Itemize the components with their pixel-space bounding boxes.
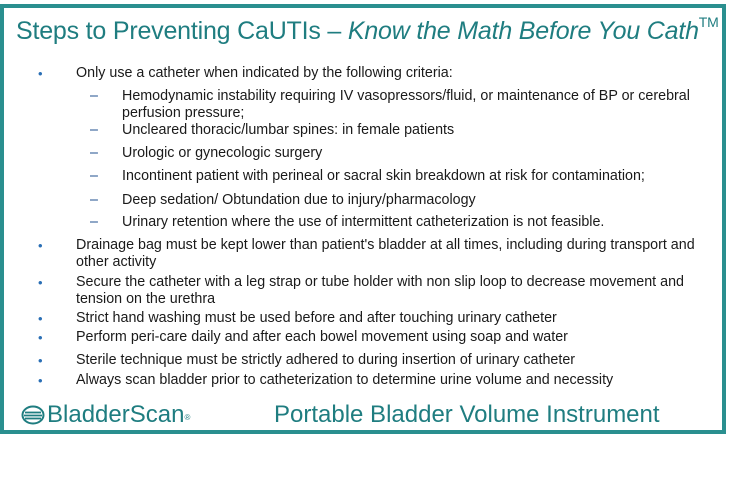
list-item — [34, 274, 714, 308]
bullet-marker: • — [38, 353, 43, 368]
item-text: Urinary retention where the use of intermittent catheterization is not feasible. — [122, 214, 605, 230]
item-text: Deep sedation/ Obtundation due to injury/pharmacology — [122, 192, 476, 208]
list-item — [34, 352, 714, 369]
dash-marker: – — [90, 214, 98, 230]
title-main: Steps to Preventing CaUTIs – — [16, 17, 348, 45]
brand-logo — [21, 401, 190, 429]
sub-list-item — [34, 88, 714, 122]
list-item — [34, 237, 714, 271]
product-tagline: Portable Bladder Volume Instrument — [274, 401, 660, 428]
bladderscan-logo-icon — [21, 405, 45, 425]
item-text: Always scan bladder prior to catheterization to determine urine volume and necessity — [76, 372, 614, 388]
item-text: Secure the catheter with a leg strap or tube holder with non slip loop to decrease movement and tension on the urethra — [76, 274, 684, 307]
list-item — [34, 329, 714, 346]
item-text: Strict hand washing must be used before and after touching urinary catheter — [76, 310, 557, 326]
logo-text: BladderScan — [47, 401, 185, 428]
sub-list-item — [34, 192, 714, 209]
item-text: Hemodynamic instability requiring IV vasopressors/fluid, or maintenance of BP or cerebral perfusion pressure; — [122, 88, 690, 121]
dash-marker: – — [90, 168, 98, 184]
dash-marker: – — [90, 145, 98, 161]
title-italic: Know the Math Before You Cath — [347, 17, 699, 45]
list-item — [34, 310, 714, 327]
item-text: Incontinent patient with perineal or sacral skin breakdown at risk for contamination; — [122, 168, 645, 184]
page-title — [16, 14, 719, 46]
dash-marker: – — [90, 88, 98, 104]
bullet-marker: • — [38, 311, 43, 326]
item-text: Sterile technique must be strictly adhered to during insertion of urinary catheter — [76, 352, 576, 368]
sub-list-item — [34, 214, 714, 231]
registered-mark: ® — [184, 412, 191, 422]
trademark-mark: TM — [698, 14, 719, 30]
item-text: Urologic or gynecologic surgery — [122, 145, 323, 161]
info-card — [0, 4, 726, 434]
item-text: Uncleared thoracic/lumbar spines: in female patients — [122, 122, 455, 138]
bullet-marker: • — [38, 373, 43, 388]
sub-list-item — [34, 145, 714, 162]
list-item — [34, 372, 714, 389]
bullet-marker: • — [38, 238, 43, 253]
sub-list-item — [34, 122, 714, 139]
bullet-marker: • — [38, 330, 43, 345]
bullet-marker: • — [38, 66, 43, 81]
dash-marker: – — [90, 192, 98, 208]
item-text: Perform peri-care daily and after each bowel movement using soap and water — [76, 329, 568, 345]
dash-marker: – — [90, 122, 98, 138]
bullet-marker: • — [38, 275, 43, 290]
item-text: Drainage bag must be kept lower than patient's bladder at all times, including during transport and other activity — [76, 237, 695, 270]
list-item — [34, 65, 714, 82]
item-text: Only use a catheter when indicated by the following criteria: — [76, 65, 453, 81]
sub-list-item — [34, 168, 714, 185]
